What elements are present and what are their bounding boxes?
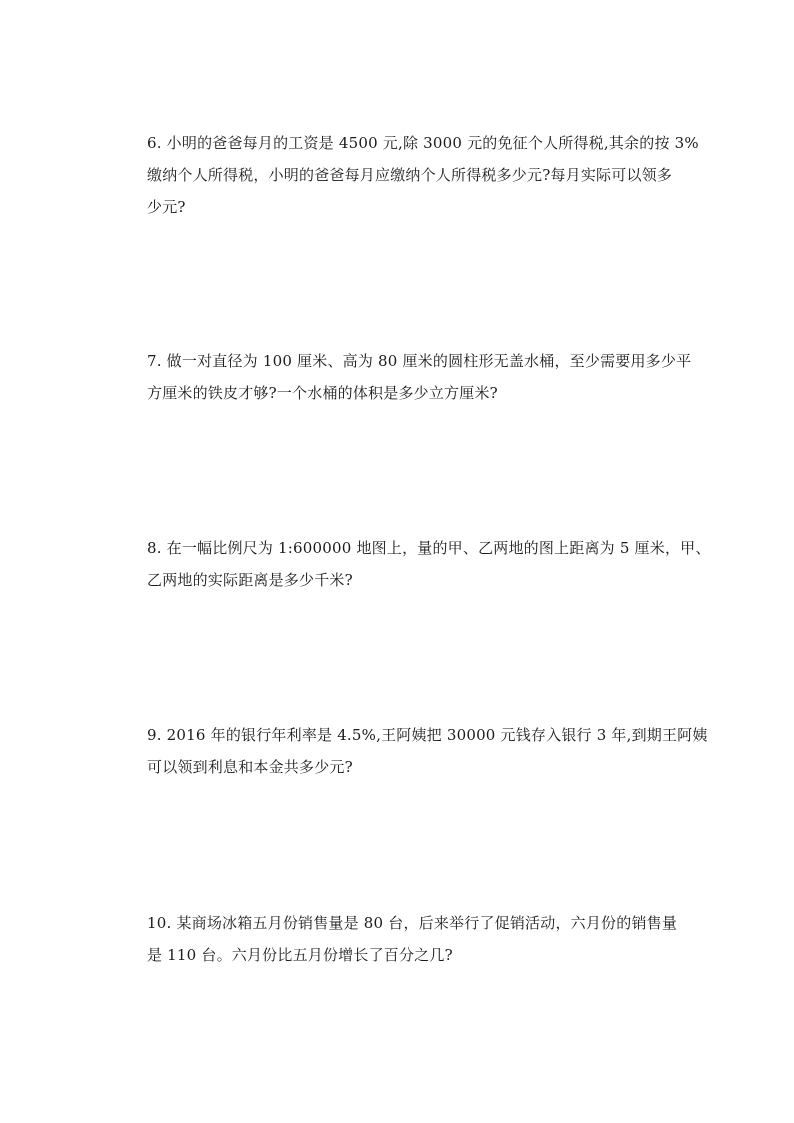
question-10 (147, 907, 687, 971)
question-9 (147, 719, 708, 783)
question-6-line-2: 缴纳个人所得税，小明的爸爸每月应缴纳个人所得税多少元?每月实际可以领多 (147, 166, 673, 184)
question-8-line-2: 乙两地的实际距离是多少千米? (147, 571, 353, 589)
question-7 (147, 345, 692, 409)
question-7-line-2: 方厘米的铁皮才够?一个水桶的体积是多少立方厘米? (147, 384, 498, 402)
question-10-line-2: 是 110 台。六月份比五月份增长了百分之几? (147, 946, 453, 964)
question-6-line-3: 少元? (147, 198, 186, 216)
question-9-line-1: 9. 2016 年的银行年利率是 4.5%,王阿姨把 30000 元钱存入银行 3 年,到期王阿姨 (147, 726, 708, 744)
question-6 (147, 127, 699, 223)
question-9-line-2: 可以领到利息和本金共多少元? (147, 758, 353, 776)
question-8 (147, 532, 711, 596)
question-6-line-1: 6. 小明的爸爸每月的工资是 4500 元,除 3000 元的免征个人所得税,其余的按 3% (147, 134, 699, 152)
question-7-line-1: 7. 做一对直径为 100 厘米、高为 80 厘米的圆柱形无盖水桶，至少需要用多少平 (147, 352, 692, 370)
question-10-line-1: 10. 某商场冰箱五月份销售量是 80 台，后来举行了促销活动，六月份的销售量 (147, 914, 678, 932)
question-8-line-1: 8. 在一幅比例尺为 1:600000 地图上，量的甲、乙两地的图上距离为 5 厘米，甲、 (147, 539, 711, 557)
